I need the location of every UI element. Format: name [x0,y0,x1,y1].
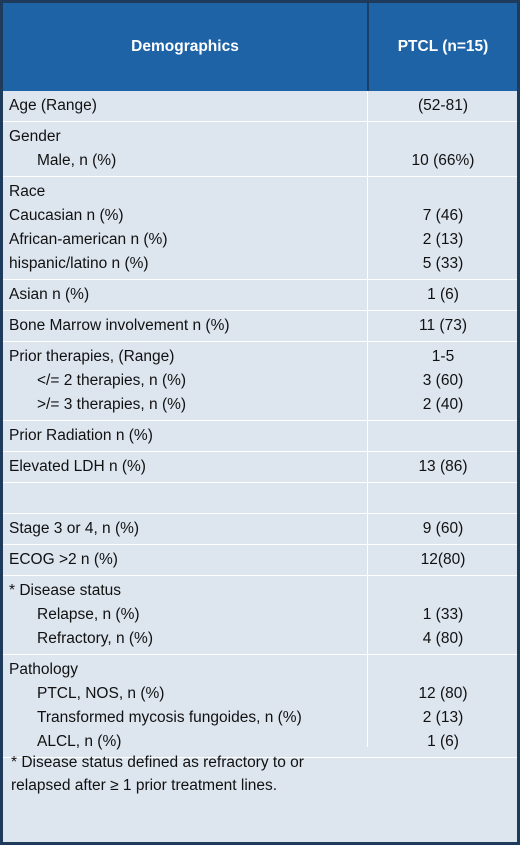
row-label: Caucasian n (%) [9,207,124,224]
table-row [3,514,517,545]
table-header [3,3,517,91]
row-label: ECOG >2 n (%) [9,551,118,568]
table-row [3,452,517,483]
table-row [3,421,517,452]
row-value: 12 (80) [418,685,468,702]
row-value: 2 (13) [422,709,464,726]
row-label: Age (Range) [9,97,97,114]
row-label: Refractory, n (%) [37,630,153,647]
row-value [369,424,517,448]
row-label: Transformed mycosis fungoides, n (%) [37,709,302,726]
table-row [3,122,517,177]
row-label: Race [9,183,46,200]
row-value: 3 (60) [422,372,464,389]
header-demographics: Demographics [131,38,239,55]
table-row [3,177,517,280]
row-label: African-american n (%) [9,231,168,248]
table-row [3,483,517,514]
row-value: 13 (86) [418,458,468,475]
row-label: Bone Marrow involvement n (%) [9,317,230,334]
footnote: * Disease status defined as refractory to or relapsed after ≥ 1 prior treatment lines. [11,754,304,794]
row-value: 11 (73) [419,317,467,334]
table-row [3,655,517,758]
row-label: </= 2 therapies, n (%) [37,372,187,389]
row-label: Elevated LDH n (%) [9,458,146,475]
row-value: 1-5 [431,348,455,365]
row-value: 5 (33) [422,255,464,272]
row-value: 12(80) [420,551,466,568]
row-value: 1 (33) [422,606,464,623]
row-label: Prior therapies, (Range) [9,348,175,365]
row-label: hispanic/latino n (%) [9,255,149,272]
row-value: 2 (40) [422,396,464,413]
table-row [3,342,517,421]
row-value: 2 (13) [422,231,464,248]
row-label: >/= 3 therapies, n (%) [37,396,187,413]
row-label: Stage 3 or 4, n (%) [9,520,140,537]
row-label: Pathology [9,661,78,678]
table-row [3,280,517,311]
row-value: 7 (46) [422,207,464,224]
row-label: ALCL, n (%) [37,733,122,750]
header-ptcl: PTCL (n=15) [397,38,489,55]
row-label: PTCL, NOS, n (%) [37,685,165,702]
row-value: 4 (80) [422,630,464,647]
row-value: 10 (66%) [411,152,475,169]
row-value: 1 (6) [427,733,459,750]
row-label: * Disease status [9,582,121,599]
row-value [369,180,517,204]
row-label: Gender [9,128,61,145]
table-row [3,91,517,122]
table-row [3,311,517,342]
row-label: Asian n (%) [9,286,90,303]
row-value: 9 (60) [422,520,464,537]
row-label: Relapse, n (%) [37,606,140,623]
row-value [369,125,517,149]
table-row [3,545,517,576]
row-label: Prior Radiation n (%) [9,427,153,444]
row-value [369,579,517,603]
row-value: (52-81) [418,97,468,114]
table-row [3,576,517,655]
row-label: Male, n (%) [37,152,117,169]
row-value [369,658,517,682]
row-value: 1 (6) [427,286,459,303]
row-value [369,486,517,510]
